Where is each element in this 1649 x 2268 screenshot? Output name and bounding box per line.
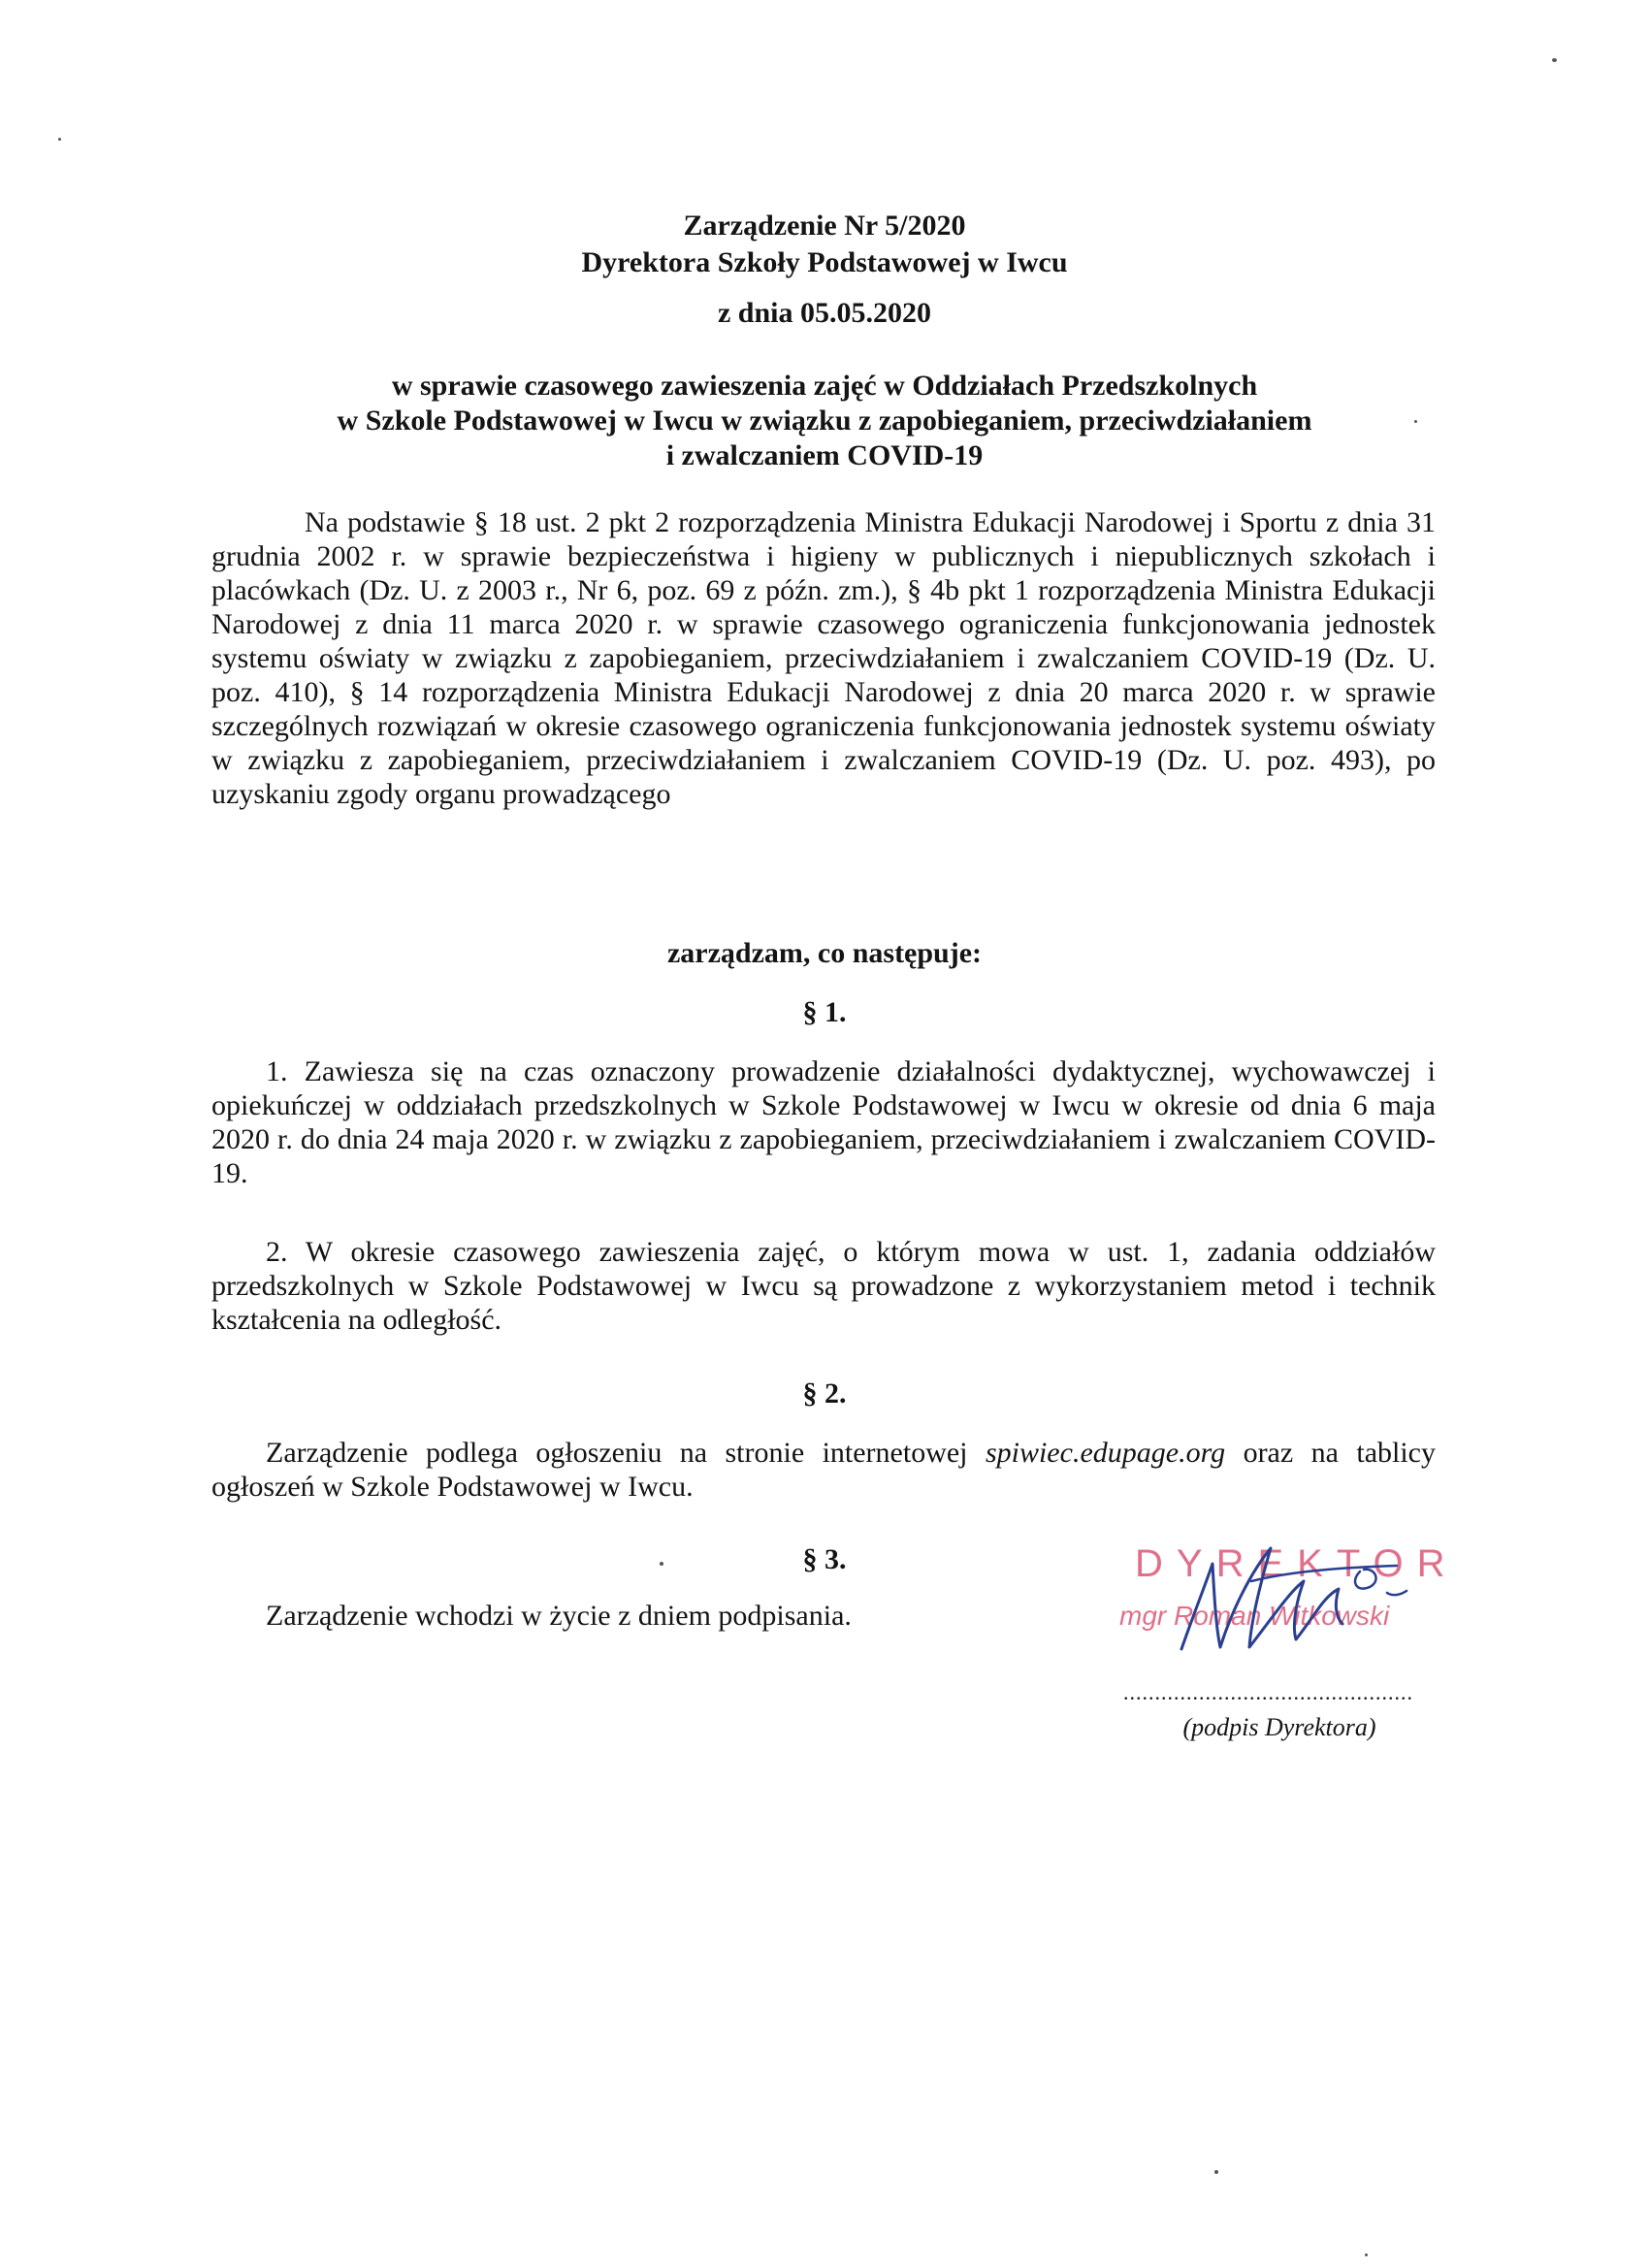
preamble-paragraph: Na podstawie § 18 ust. 2 pkt 2 rozporządzenia Ministra Edukacji Narodowej i Sportu z dnia 31 grudnia 2002 r. w sprawie bezpieczeństwa i higieny w publicznych i niepublicznych szkołach i placówkach (Dz. U. z 2003 r., Nr 6, poz. 69 z późn. zm.), § 4b pkt 1 rozporządzenia Ministra Edukacji Narodowej z dnia 11 marca 2020 r. w sprawie czasowego ograniczenia funkcjonowania jednostek systemu oświaty w związku z zapobieganiem, przeciwdziałaniem i zwalczaniem COVID-19 (Dz. U. poz. 410), § 14 rozporządzenia Ministra Edukacji Narodowej z dnia 20 marca 2020 r. w sprawie szczególnych rozwiązań w okresie czasowego ograniczenia funkcjonowania jednostek systemu oświaty w związku z zapobieganiem, przeciwdziałaniem i zwalczaniem COVID-19 (Dz. U. poz. 493), po uzyskaniu zgody organu prowadzącego xyxy=(211,506,1436,810)
scan-speck xyxy=(58,138,61,141)
document-date-block xyxy=(0,295,1649,332)
section-2-text-before: Zarządzenie podlega ogłoszeniu na stronie internetowej xyxy=(266,1437,986,1469)
stamp-name: mgr Roman Witkowski xyxy=(1119,1601,1390,1631)
director-signature-stamp xyxy=(1106,1542,1459,1736)
section-2-heading: § 2. xyxy=(802,1377,847,1409)
scan-speck xyxy=(1214,2170,1218,2174)
scan-speck xyxy=(1552,58,1557,62)
document-header xyxy=(0,208,1649,281)
order-phrase: zarządzam, co następuje: xyxy=(666,937,983,969)
handwritten-signature xyxy=(1106,1542,1455,1678)
subject-line-1: w sprawie czasowego zawieszenia zajęć w Oddziałach Przedszkolnych xyxy=(391,370,1258,402)
section-1-heading: § 1. xyxy=(802,996,847,1028)
subject-line-3: i zwalczaniem COVID-19 xyxy=(665,439,984,471)
section-1-point-1: 1. Zawiesza się na czas oznaczony prowadzenie działalności dydaktycznej, wychowawczej i opiekuńczej w oddziałach przedszkolnych w Szkole Podstawowej w Iwcu w okresie od dnia 6 maja 2020 r. do dnia 24 maja 2020 r. w związku z zapobieganiem, przeciwdziałaniem i zwalczaniem COVID-19. xyxy=(211,1055,1436,1189)
section-2-paragraph xyxy=(211,1436,1436,1504)
signature-caption: (podpis Dyrektora) xyxy=(1182,1713,1376,1741)
document-title: Zarządzenie Nr 5/2020 xyxy=(683,210,966,242)
document-issuer: Dyrektora Szkoły Podstawowej w Iwcu xyxy=(581,246,1068,278)
subject-line-2: w Szkole Podstawowej w Iwcu w związku z zapobieganiem, przeciwdziałaniem xyxy=(337,405,1312,437)
document-date: z dnia 05.05.2020 xyxy=(717,297,932,329)
section-2-text-after: oraz na tablicy ogłoszeń w Szkole Podstawowej w Iwcu. xyxy=(211,1437,1436,1503)
section-1-point-2: 2. W okresie czasowego zawieszenia zajęć, o którym mowa w ust. 1, zadania oddziałów przedszkolnych w Szkole Podstawowej w Iwcu są prowadzone z wykorzystaniem metod i technik kształcenia na odległość. xyxy=(211,1236,1436,1336)
document-subject xyxy=(0,369,1649,473)
section-3-heading: § 3. xyxy=(802,1543,847,1575)
stamp-title: DYREKTOR xyxy=(1135,1542,1459,1585)
section-3-paragraph: Zarządzenie wchodzi w życie z dniem podpisania. xyxy=(266,1600,852,1632)
signature-dotted-line: .............................................. xyxy=(1123,1680,1413,1704)
website-link[interactable]: spiwiec.edupage.org xyxy=(985,1437,1226,1469)
scan-speck xyxy=(1365,2253,1368,2256)
